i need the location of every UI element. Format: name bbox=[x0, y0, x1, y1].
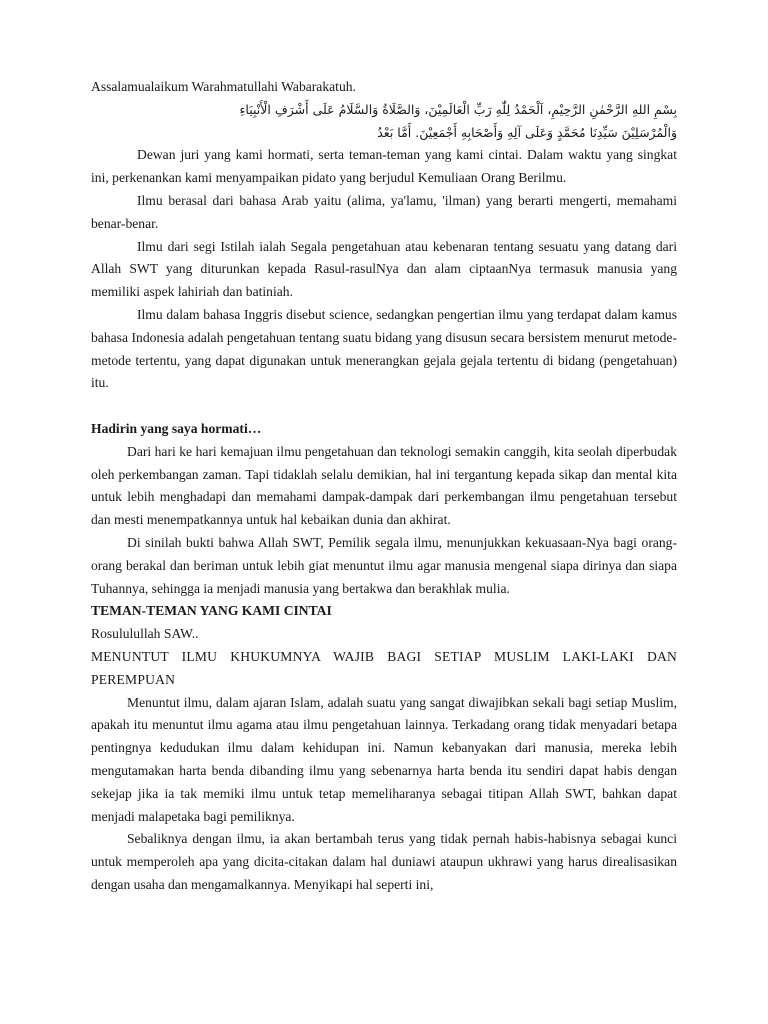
section-heading-hadirin: Hadirin yang saya hormati… bbox=[91, 420, 262, 436]
paragraph-ilmu-istilah: Ilmu dari segi Istilah ialah Segala pengetahuan atau kebenaran tentang sesuatu yang datang dari Allah SWT yang diturunkan kepada Rasul-rasulNya dan alam ciptaanNya termasuk manusia yang memiliki aspek lahiriah dan batiniah. bbox=[91, 238, 677, 300]
line-hadith-caps: MENUNTUT ILMU KHUKUMNYA WAJIB BAGI SETIAP MUSLIM LAKI-LAKI DAN PEREMPUAN bbox=[91, 648, 677, 687]
spacer bbox=[91, 395, 677, 418]
paragraph-ilmu-origin: Ilmu berasal dari bahasa Arab yaitu (alima, ya'lamu, 'ilman) yang berarti mengerti, memahami benar-benar. bbox=[91, 192, 677, 231]
document-body bbox=[91, 76, 677, 897]
paragraph-bukti: Di sinilah bukti bahwa Allah SWT, Pemilik segala ilmu, menunjukkan kekuasaan-Nya bagi orang-orang berakal dan beriman untuk lebih giat menuntut ilmu agar manusia mengenal siapa dirinya dan siapa Tuhannya, sehingga ia menjadi manusia yang bertakwa dan berakhlak mulia. bbox=[91, 534, 677, 596]
paragraph-menuntut-ilmu: Menuntut ilmu, dalam ajaran Islam, adalah suatu yang sangat diwajibkan sekali bagi setiap Muslim, apakah itu menuntut ilmu agama atau ilmu pengetahuan lainnya. Terkadang orang tidak menyadari betapa pentingnya kedudukan ilmu dalam kehidupan ini. Namun kebanyakan dari manusia, mereka lebih mengutamakan harta benda dibanding ilmu yang sebenarnya harta benda itu sendiri dapat habis dengan sekejap jika ia tak memiki ilmu untuk tetap memeliharanya sebagai titipan Allah SWT, bahkan dapat menjadi malapetaka bagi pemiliknya. bbox=[91, 694, 677, 824]
paragraph-opening: Dewan juri yang kami hormati, serta teman-teman yang kami cintai. Dalam waktu yang singkat ini, perkenankan kami menyampaikan pidato yang berjudul Kemuliaan Orang Berilmu. bbox=[91, 147, 677, 186]
line-rasul: Rosululullah SAW.. bbox=[91, 626, 199, 642]
arabic-line-2: وَالْمُرْسَلِيْنَ سَيِّدِنَا مُحَمَّدٍ وَعَلَى آلِهِ وَأَصْحَابِهِ أَجْمَعِيْنَ. أَمَّا بَعْدُ bbox=[377, 124, 677, 140]
arabic-opening bbox=[91, 99, 677, 145]
paragraph-sebaliknya: Sebaliknya dengan ilmu, ia akan bertambah terus yang tidak pernah habis-habisnya sebagai kunci untuk memperoleh apa yang dicita-citakan dalam hal duniawi ataupun ukhrawi yang harus direalisasikan dengan usaha dan mengamalkannya. Menyikapi hal seperti ini, bbox=[91, 831, 677, 892]
section-heading-teman: TEMAN-TEMAN YANG KAMI CINTAI bbox=[91, 603, 332, 619]
paragraph-ilmu-science: Ilmu dalam bahasa Inggris disebut science, sedangkan pengertian ilmu yang terdapat dalam kamus bahasa Indonesia adalah pengetahuan tentang suatu bidang yang disusun secara bersistem menurut metode-metode tertentu, yang dapat digunakan untuk menerangkan gejala gejala tertentu di bidang (pengetahuan) itu. bbox=[91, 306, 677, 391]
paragraph-kemajuan: Dari hari ke hari kemajuan ilmu pengetahuan dan teknologi semakin canggih, kita seolah diperbudak oleh perkembangan zaman. Tapi tidaklah selalu demikian, hal ini tergantung kepada sikap dan mental kita untuk lebih menghadapi dan memahami dampak-dampak dari perkembangan ilmu pengetahuan tersebut dan mesti menempatkannya untuk hal kebaikan dunia dan akhirat. bbox=[91, 443, 677, 528]
arabic-line-1: بِسْمِ اللهِ الرَّحْمٰنِ الرَّحِيْمِ، اَلْحَمْدُ لِلّٰهِ رَبِّ الْعَالَمِيْنَ، وَالصَّلَاةُ وَالسَّلَامُ عَلَى أَشْرَفِ الْأَنْبِيَاءِ bbox=[239, 101, 677, 117]
greeting: Assalamualaikum Warahmatullahi Wabarakatuh. bbox=[91, 79, 356, 94]
